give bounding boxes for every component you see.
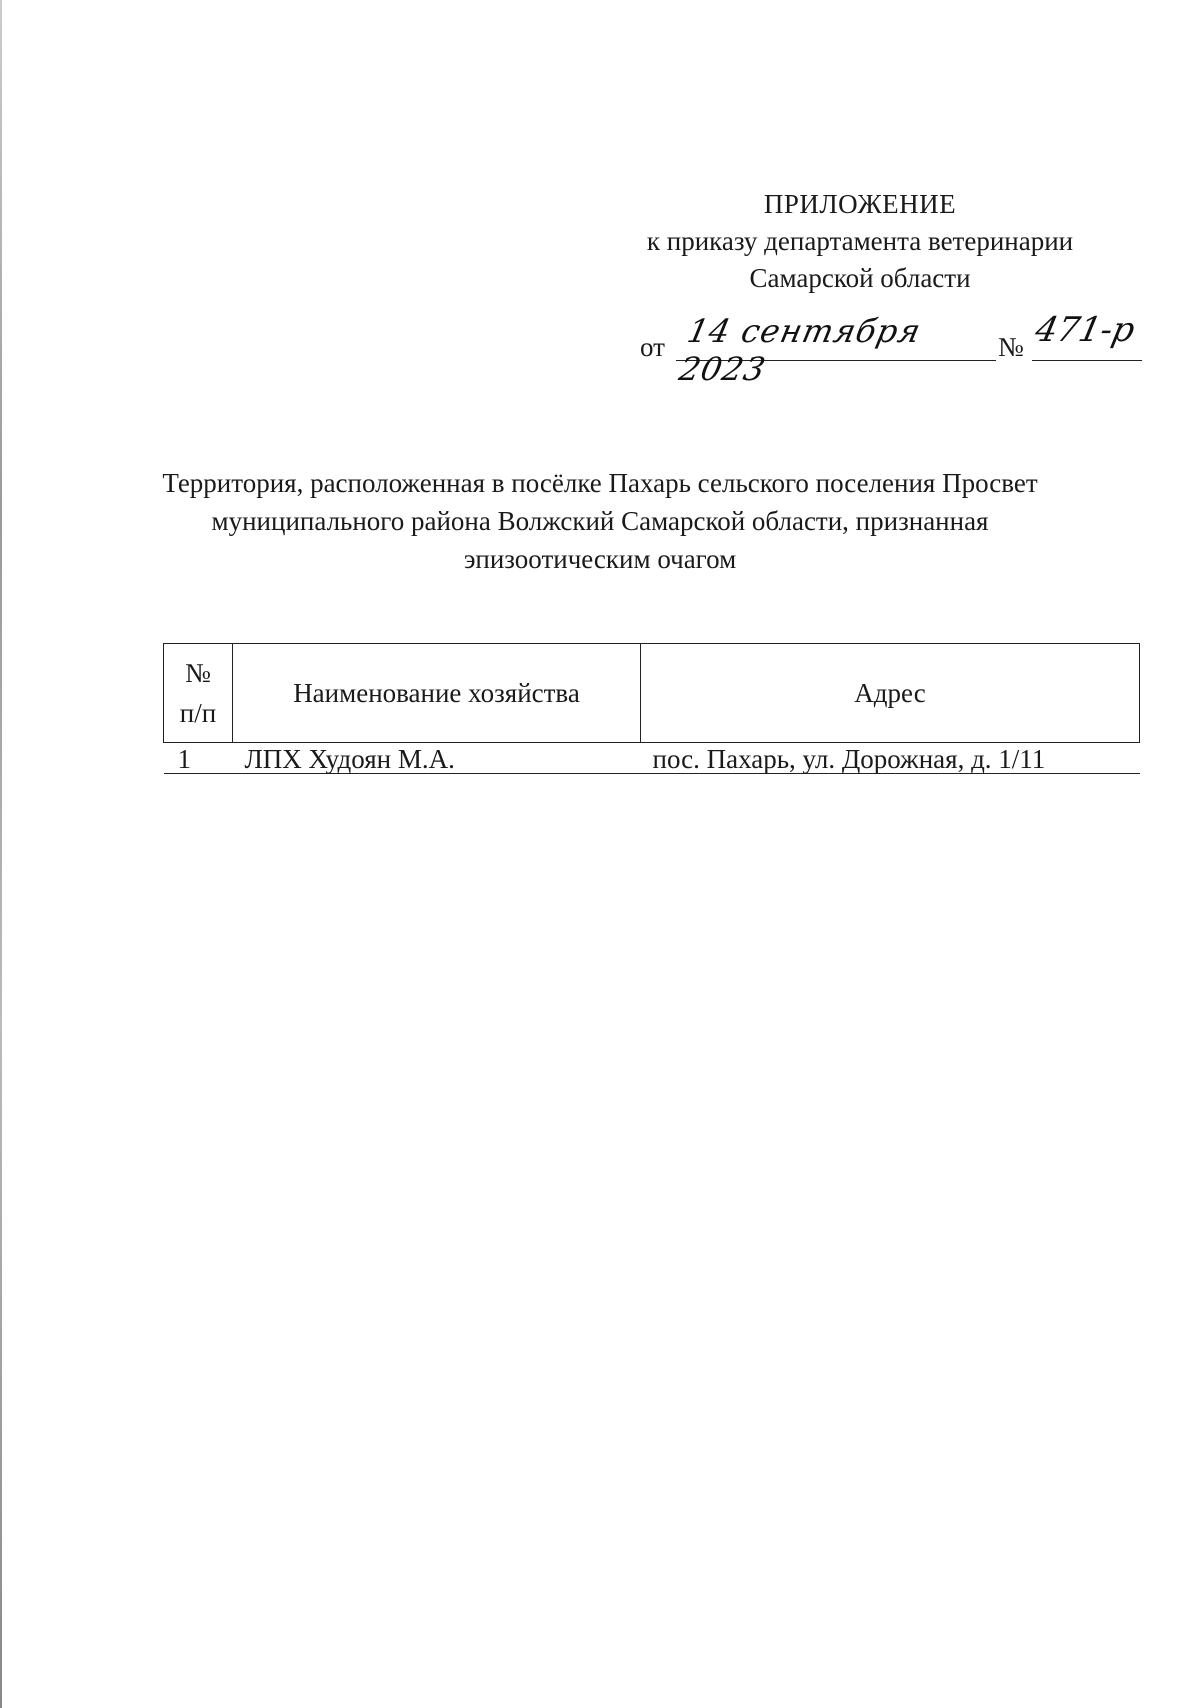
header-number-pp: п/п bbox=[179, 698, 217, 728]
households-table bbox=[163, 643, 1140, 774]
order-number-handwritten: 471-р bbox=[1031, 310, 1139, 350]
header-number bbox=[164, 644, 233, 743]
order-date-field bbox=[675, 310, 996, 388]
order-date-handwritten: 14 сентября 2023 bbox=[675, 312, 925, 388]
appendix-line-1: к приказу департамента ветеринарии bbox=[646, 226, 1074, 256]
heading-line-1: Территория, расположенная в посёлке Пахарь сельского поселения Просвет bbox=[162, 468, 1038, 498]
header-number-symbol: № bbox=[185, 658, 211, 688]
row-household-name: ЛПХ Худоян М.А. bbox=[233, 743, 641, 774]
table-header-row bbox=[164, 644, 1140, 743]
document-heading bbox=[150, 464, 1050, 578]
table-row bbox=[164, 743, 1140, 774]
header-household-name: Наименование хозяйства bbox=[233, 644, 641, 743]
row-number: 1 bbox=[164, 743, 233, 774]
row-address: пос. Пахарь, ул. Дорожная, д. 1/11 bbox=[641, 743, 1140, 774]
appendix-title: ПРИЛОЖЕНИЕ bbox=[763, 189, 957, 219]
scan-edge bbox=[0, 0, 2, 1708]
appendix-line-2: Самарской области bbox=[749, 263, 971, 293]
heading-line-2: муниципального района Волжский Самарской области, признанная bbox=[211, 506, 989, 536]
appendix-block bbox=[600, 186, 1120, 297]
header-address: Адрес bbox=[641, 644, 1140, 743]
order-number-field bbox=[1032, 310, 1142, 361]
order-from-label: от bbox=[640, 332, 665, 362]
order-number-label: № bbox=[998, 332, 1024, 362]
order-reference bbox=[640, 310, 1160, 388]
heading-line-3: эпизоотическим очагом bbox=[463, 544, 737, 574]
